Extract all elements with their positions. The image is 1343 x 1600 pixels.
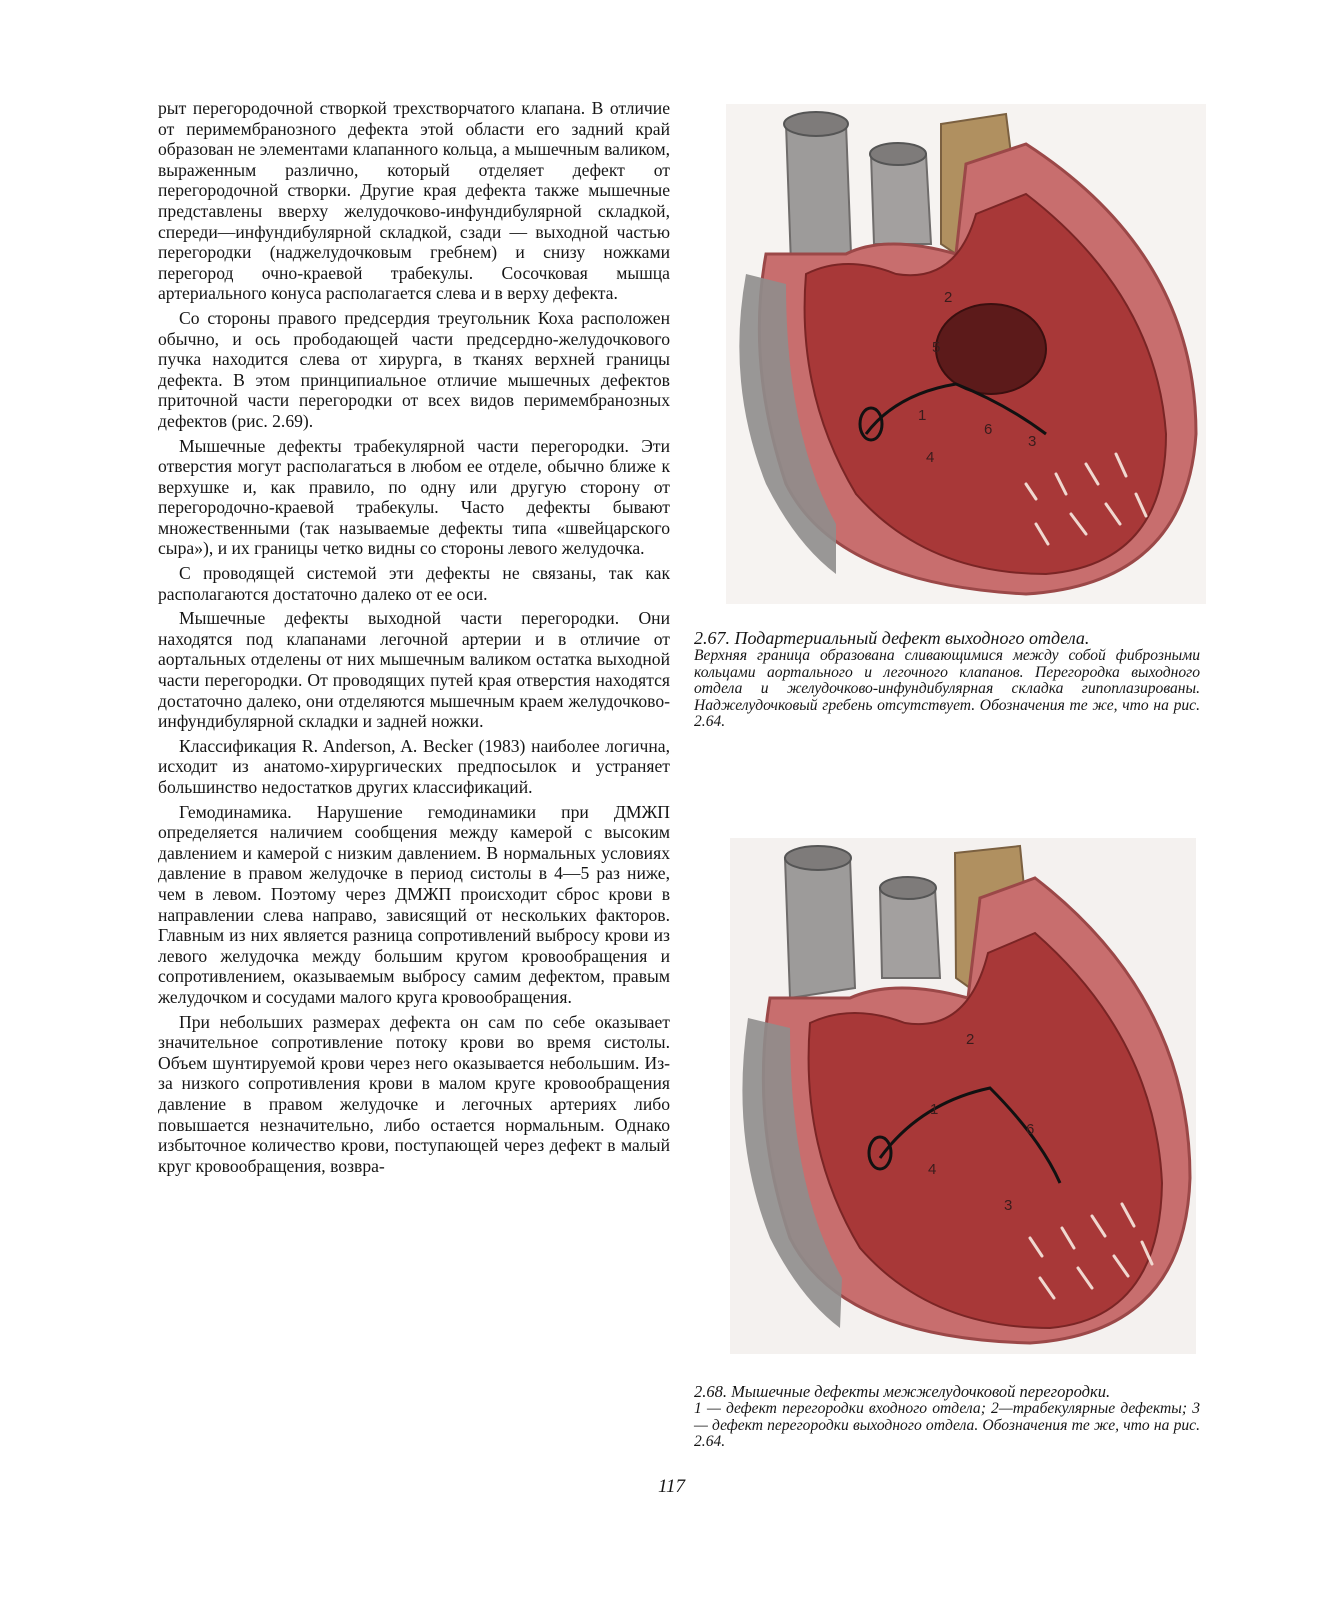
heart-illustration-muscular-defects xyxy=(730,838,1196,1354)
label-6: 6 xyxy=(1026,1121,1035,1138)
paragraph: рыт перегородочной створкой трехстворчатого клапана. В отличие от перимембранозного дефекта этой области его задний край образован не элементами клапанного кольца, а мышечным валиком, выраженным различно, который отделяет дефект от перегородочной створки. Другие края дефекта также мышечные представлены вверху желудочково-инфундибулярной складкой, спереди—инфундибулярной складкой, сзади — выходной частью перегородки (наджелудочковым гребнем) и снизу ножками перегород очно-краевой трабекулы. Сосочковая мышца артериального конуса располагается слева и в верху дефекта. xyxy=(158,98,670,304)
figure-caption xyxy=(694,628,1200,731)
label-4: 4 xyxy=(928,1161,937,1178)
paragraph: С проводящей системой эти дефекты не связаны, так как располагаются достаточно далеко от ее оси. xyxy=(158,563,670,604)
paragraph: Мышечные дефекты выходной части перегородки. Они находятся под клапанами легочной артерии и в отличие от аортальных отделены от них мышечным валиком остатка выходной части перегородки. От проводящих путей края отверстия находятся достаточно далеко, они отделяются мышечным краем желудочково-инфундибулярной складки и задней ножки. xyxy=(158,608,670,732)
label-2: 2 xyxy=(944,289,953,306)
caption-body: Верхняя граница образована сливающимися между собой фиброзными кольцами аортального и легочного клапанов. Перегородка выходного отдела и желудочково-инфундибулярная складка гипоплазированы. Наджелудочковый гребень отсутствует. Обозначения те же, что на рис. 2.64. xyxy=(694,647,1200,730)
caption-title: 2.67. Подартериальный дефект выходного отдела. xyxy=(694,628,1090,648)
label-6: 6 xyxy=(984,421,993,438)
heart-drawing xyxy=(730,838,1196,1354)
label-1: 1 xyxy=(930,1101,939,1118)
heart-drawing xyxy=(726,104,1206,604)
label-2: 2 xyxy=(966,1031,975,1048)
label-1: 1 xyxy=(918,407,927,424)
paragraph: Гемодинамика. Нарушение гемодинамики при ДМЖП определяется наличием сообщения между камерой с высоким давлением и камерой с низким давлением. В нормальных условиях давление в правом желудочке в период систолы в 4—5 раз ниже, чем в левом. Поэтому через ДМЖП происходит сброс крови в направлении слева направо, зависящий от нескольких факторов. Главным из них является разница сопротивлений выбросу крови из левого желудочка между большим кругом кровообращения и сопротивлением, оказываемым выбросу самим дефектом, правым желудочком и сосудами малого круга кровообращения. xyxy=(158,801,670,1007)
figure-caption xyxy=(694,1383,1200,1451)
paragraph: При небольших размерах дефекта он сам по себе оказывает значительное сопротивление потоку крови во время систолы. Объем шунтируемой крови через него оказывается небольшим. Из-за низкого сопротивления крови в малом круге кровообращения давление в правом желудочке и легочных артериях либо повышается незначительно, либо остается нормальным. Однако избыточное количество крови, поступающей через дефект в малый круг кровообращения, возвра- xyxy=(158,1011,670,1176)
label-5: 5 xyxy=(932,339,941,356)
label-3: 3 xyxy=(1004,1197,1013,1214)
paragraph: Классификация R. Anderson, A. Becker (1983) наиболее логична, исходит из анатомо-хирургических предпосылок и устраняет большинство недостатков других классификаций. xyxy=(158,735,670,797)
page-number: 117 xyxy=(657,1476,686,1497)
main-text-column xyxy=(158,98,670,1180)
label-4: 4 xyxy=(926,449,935,466)
paragraph: Со стороны правого предсердия треугольник Коха расположен обычно, и ось прободающей части предсердно-желудочкового пучка находится слева от хирурга, в тканях верхней границы дефекта. В этом принципиальное отличие мышечных дефектов приточной части перегородки от всех видов перимембранозных дефектов (рис. 2.69). xyxy=(158,307,670,431)
heart-illustration-subarterial-defect xyxy=(726,104,1206,604)
caption-body: 1 — дефект перегородки входного отдела; 2—трабекулярные дефекты; 3— дефект перегородки выходного отдела. Обозначения те же, что на рис. 2.64. xyxy=(694,1400,1200,1450)
caption-title: 2.68. Мышечные дефекты межжелудочковой перегородки. xyxy=(694,1382,1111,1401)
label-3: 3 xyxy=(1028,433,1037,450)
paragraph: Мышечные дефекты трабекулярной части перегородки. Эти отверстия могут располагаться в любом ее отделе, обычно ближе к верхушке и, как правило, по одну или другую сторону от перегородочно-краевой трабекулы. Часто дефекты бывают множественными (так называемые дефекты типа «швейцарского сыра»), и их границы четко видны со стороны левого желудочка. xyxy=(158,435,670,559)
